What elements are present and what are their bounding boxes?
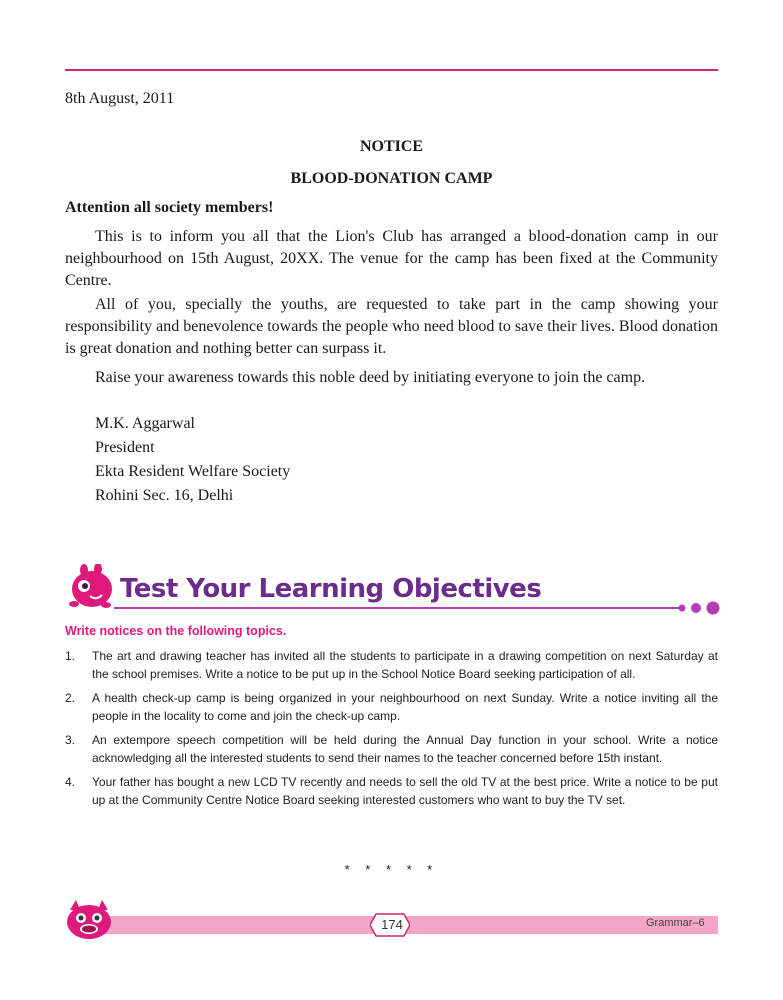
notice-date: 8th August, 2011 — [65, 90, 175, 107]
task-text: A health check-up camp is being organized in your neighbourhood on next Sunday. Write a notice inviting all the people in the locality to come and join the check-up camp. — [92, 691, 718, 723]
notice-paragraph: All of you, specially the youths, are requested to take part in the camp showing your responsibility and benevolence towards the people who need blood to save their lives. Blood donation is great donation and nothing better can surpass it. — [65, 296, 718, 357]
task-item — [65, 731, 718, 767]
objectives-underline — [114, 607, 684, 609]
task-text: Your father has bought a new LCD TV recently and needs to sell the old TV at the best price. Write a notice to be put up at the Community Centre Notice Board seeking interested customers who want to buy the TV set. — [92, 775, 718, 807]
signature-address: Rohini Sec. 16, Delhi — [95, 487, 234, 504]
section-separator: * * * * * — [344, 862, 439, 877]
signature-designation: President — [95, 439, 155, 456]
task-number: 4. — [65, 775, 76, 789]
signature-organization: Ekta Resident Welfare Society — [95, 463, 291, 480]
footer-mascot-icon — [62, 896, 116, 942]
signature-name: M.K. Aggarwal — [95, 415, 195, 432]
page-number: 174 — [381, 917, 403, 932]
notice-title: NOTICE — [359, 138, 424, 155]
notice-paragraph: This is to inform you all that the Lion's Club has arranged a blood-donation camp in our neighbourhood on 15th August, 20XX. The venue for the camp has been fixed at the Community Centre. — [65, 228, 718, 289]
decorative-dots-icon — [676, 600, 726, 616]
task-text: An extempore speech competition will be held during the Annual Day function in your school. Write a notice acknowledging all the interested students to send their names to the teacher concerned before 15th instant. — [92, 733, 718, 765]
notice-salutation: Attention all society members! — [65, 199, 274, 216]
book-label: Grammar–6 — [646, 917, 705, 929]
task-item — [65, 689, 718, 725]
top-rule — [65, 69, 718, 71]
task-number: 2. — [65, 691, 76, 705]
objectives-task-list — [65, 647, 718, 815]
task-text: The art and drawing teacher has invited all the students to participate in a drawing competition on next Saturday at the school premises. Write a notice to be put up in the School Notice Board seeking participation of all. — [92, 649, 718, 681]
mascot-icon — [66, 564, 118, 610]
notice-paragraph: Raise your awareness towards this noble deed by initiating everyone to join the camp. — [95, 369, 646, 386]
notice-signature — [95, 412, 290, 508]
objectives-banner — [64, 560, 724, 618]
notice-subtitle: BLOOD-DONATION CAMP — [290, 170, 493, 187]
task-item — [65, 647, 718, 683]
objectives-title: Test Your Learning Objectives — [120, 574, 542, 604]
objectives-heading: Write notices on the following topics. — [65, 624, 287, 638]
task-number: 1. — [65, 649, 76, 663]
task-number: 3. — [65, 733, 76, 747]
task-item — [65, 773, 718, 809]
